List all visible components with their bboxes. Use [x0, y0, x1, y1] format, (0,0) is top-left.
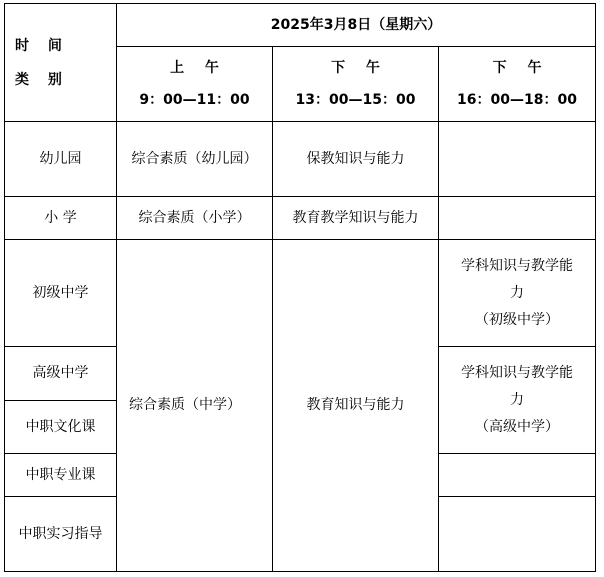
slot-time: 13：00—15：00: [295, 92, 416, 108]
subject-cell-secondary-education: 教育知识与能力: [273, 240, 439, 572]
subject-line: 力: [510, 284, 525, 301]
category-senior: 高级中学: [5, 347, 117, 401]
slot-name: 上 午: [170, 60, 227, 76]
corner-header-cell: [5, 4, 117, 122]
date-header-row: [5, 4, 596, 47]
schedule-table: [4, 3, 596, 572]
subject-cell-junior-subject: [439, 240, 596, 347]
subject-line: 学科知识与教学能: [461, 364, 574, 381]
corner-time-label: 时 间: [15, 37, 69, 54]
category-kindergarten: 幼儿园: [5, 122, 117, 197]
category-junior: 初级中学: [5, 240, 117, 347]
empty-cell: [439, 497, 596, 572]
slot-morning-cell: [117, 47, 273, 122]
corner-category-label: 类 别: [15, 71, 69, 88]
subject-line: 力: [510, 391, 525, 408]
slot-afternoon-1-cell: [273, 47, 439, 122]
subject-cell: 教育教学知识与能力: [273, 197, 439, 240]
empty-cell: [439, 197, 596, 240]
subject-cell: 综合素质（幼儿园）: [117, 122, 273, 197]
table-row: [5, 122, 596, 197]
category-vocational-major: 中职专业课: [5, 454, 117, 497]
empty-cell: [439, 122, 596, 197]
subject-line: 学科知识与教学能: [461, 257, 574, 274]
slot-afternoon-2-cell: [439, 47, 596, 122]
subject-cell-senior-subject: [439, 347, 596, 454]
subject-cell: 保教知识与能力: [273, 122, 439, 197]
slot-time: 9：00—11：00: [139, 92, 250, 108]
exam-date-header: 2025年3月8日（星期六）: [117, 4, 596, 47]
table-row: [5, 197, 596, 240]
category-vocational-culture: 中职文化课: [5, 401, 117, 454]
subject-line: （高级中学）: [475, 418, 560, 435]
subject-line: （初级中学）: [475, 311, 560, 328]
slot-name: 下 午: [492, 60, 550, 76]
category-primary: 小 学: [5, 197, 117, 240]
slot-name: 下 午: [331, 60, 388, 76]
slot-time: 16：00—18：00: [457, 92, 577, 108]
category-vocational-intern: 中职实习指导: [5, 497, 117, 572]
subject-cell-secondary-comprehensive: 综合素质（中学）: [117, 240, 273, 572]
empty-cell: [439, 454, 596, 497]
exam-schedule: [4, 3, 596, 572]
table-row: [5, 240, 596, 347]
subject-cell: 综合素质（小学）: [117, 197, 273, 240]
